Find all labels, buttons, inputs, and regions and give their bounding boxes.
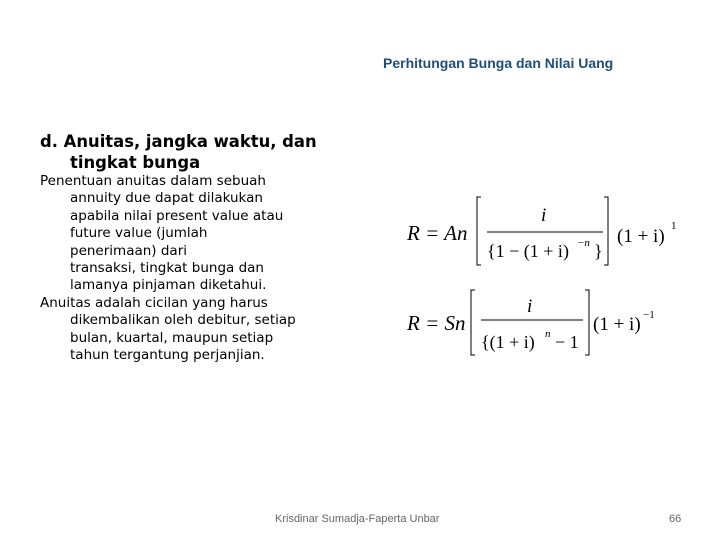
formula2-denominator: {(1 + i) — [481, 332, 535, 352]
formula1-den-exponent: −n — [577, 237, 590, 249]
formula2-factor-exponent: −1 — [643, 309, 655, 321]
para1-line-4: future value (jumlah — [70, 225, 208, 242]
para2-line-4: tahun tergantung perjanjian. — [70, 347, 265, 364]
formula2-factor: (1 + i) — [593, 314, 641, 335]
para2-line-2: dikembalikan oleh debitur, setiap — [70, 312, 296, 329]
formula1-left-bracket — [477, 197, 481, 265]
formula2-left-bracket — [471, 290, 475, 355]
paragraph-annuity-definition — [40, 295, 345, 365]
formula2-numerator: i — [527, 296, 533, 317]
formula1-lhs: R = An — [407, 221, 468, 245]
section-heading — [40, 131, 345, 173]
formula1-den-close: } — [594, 241, 603, 261]
footer-author: Krisdinar Sumadja-Faperta Unbar — [275, 513, 440, 525]
left-text-column — [40, 131, 345, 364]
para1-line-6: transaksi, tingkat bunga dan — [70, 260, 264, 277]
annuity-formulas — [395, 175, 685, 370]
slide-title: Perhitungan Bunga dan Nilai Uang — [383, 55, 614, 71]
formula1-numerator: i — [541, 205, 547, 226]
formula-present-value — [406, 197, 677, 265]
formula2-lhs: R = Sn — [407, 311, 466, 335]
para1-line-1: Penentuan anuitas dalam sebuah — [40, 173, 266, 189]
page-number: 66 — [669, 513, 682, 525]
para1-line-5: penerimaan) dari — [70, 242, 187, 259]
formula2-den-exponent: n — [545, 328, 551, 340]
formula2-den-tail: − 1 — [555, 332, 579, 352]
heading-line-1: d. Anuitas, jangka waktu, dan — [40, 132, 317, 151]
formula1-factor-exponent: 1 — [671, 220, 677, 232]
paragraph-annuity-determination — [40, 173, 345, 295]
para1-line-3: apabila nilai present value atau — [70, 207, 284, 224]
para2-line-1: Anuitas adalah cicilan yang harus — [40, 294, 268, 311]
para1-line-2: annuity due dapat dilakukan — [70, 190, 263, 207]
para1-line-7: lamanya pinjaman diketahui. — [70, 277, 267, 294]
formula2-right-bracket — [585, 290, 589, 355]
formula1-denominator: {1 − (1 + i) — [487, 241, 569, 261]
heading-line-2: tingkat bunga — [70, 153, 201, 172]
formula-future-value — [406, 290, 655, 355]
formula1-factor: (1 + i) — [617, 226, 665, 247]
para2-line-3: bulan, kuartal, maupun setiap — [70, 329, 274, 346]
formula1-right-bracket — [604, 197, 608, 265]
